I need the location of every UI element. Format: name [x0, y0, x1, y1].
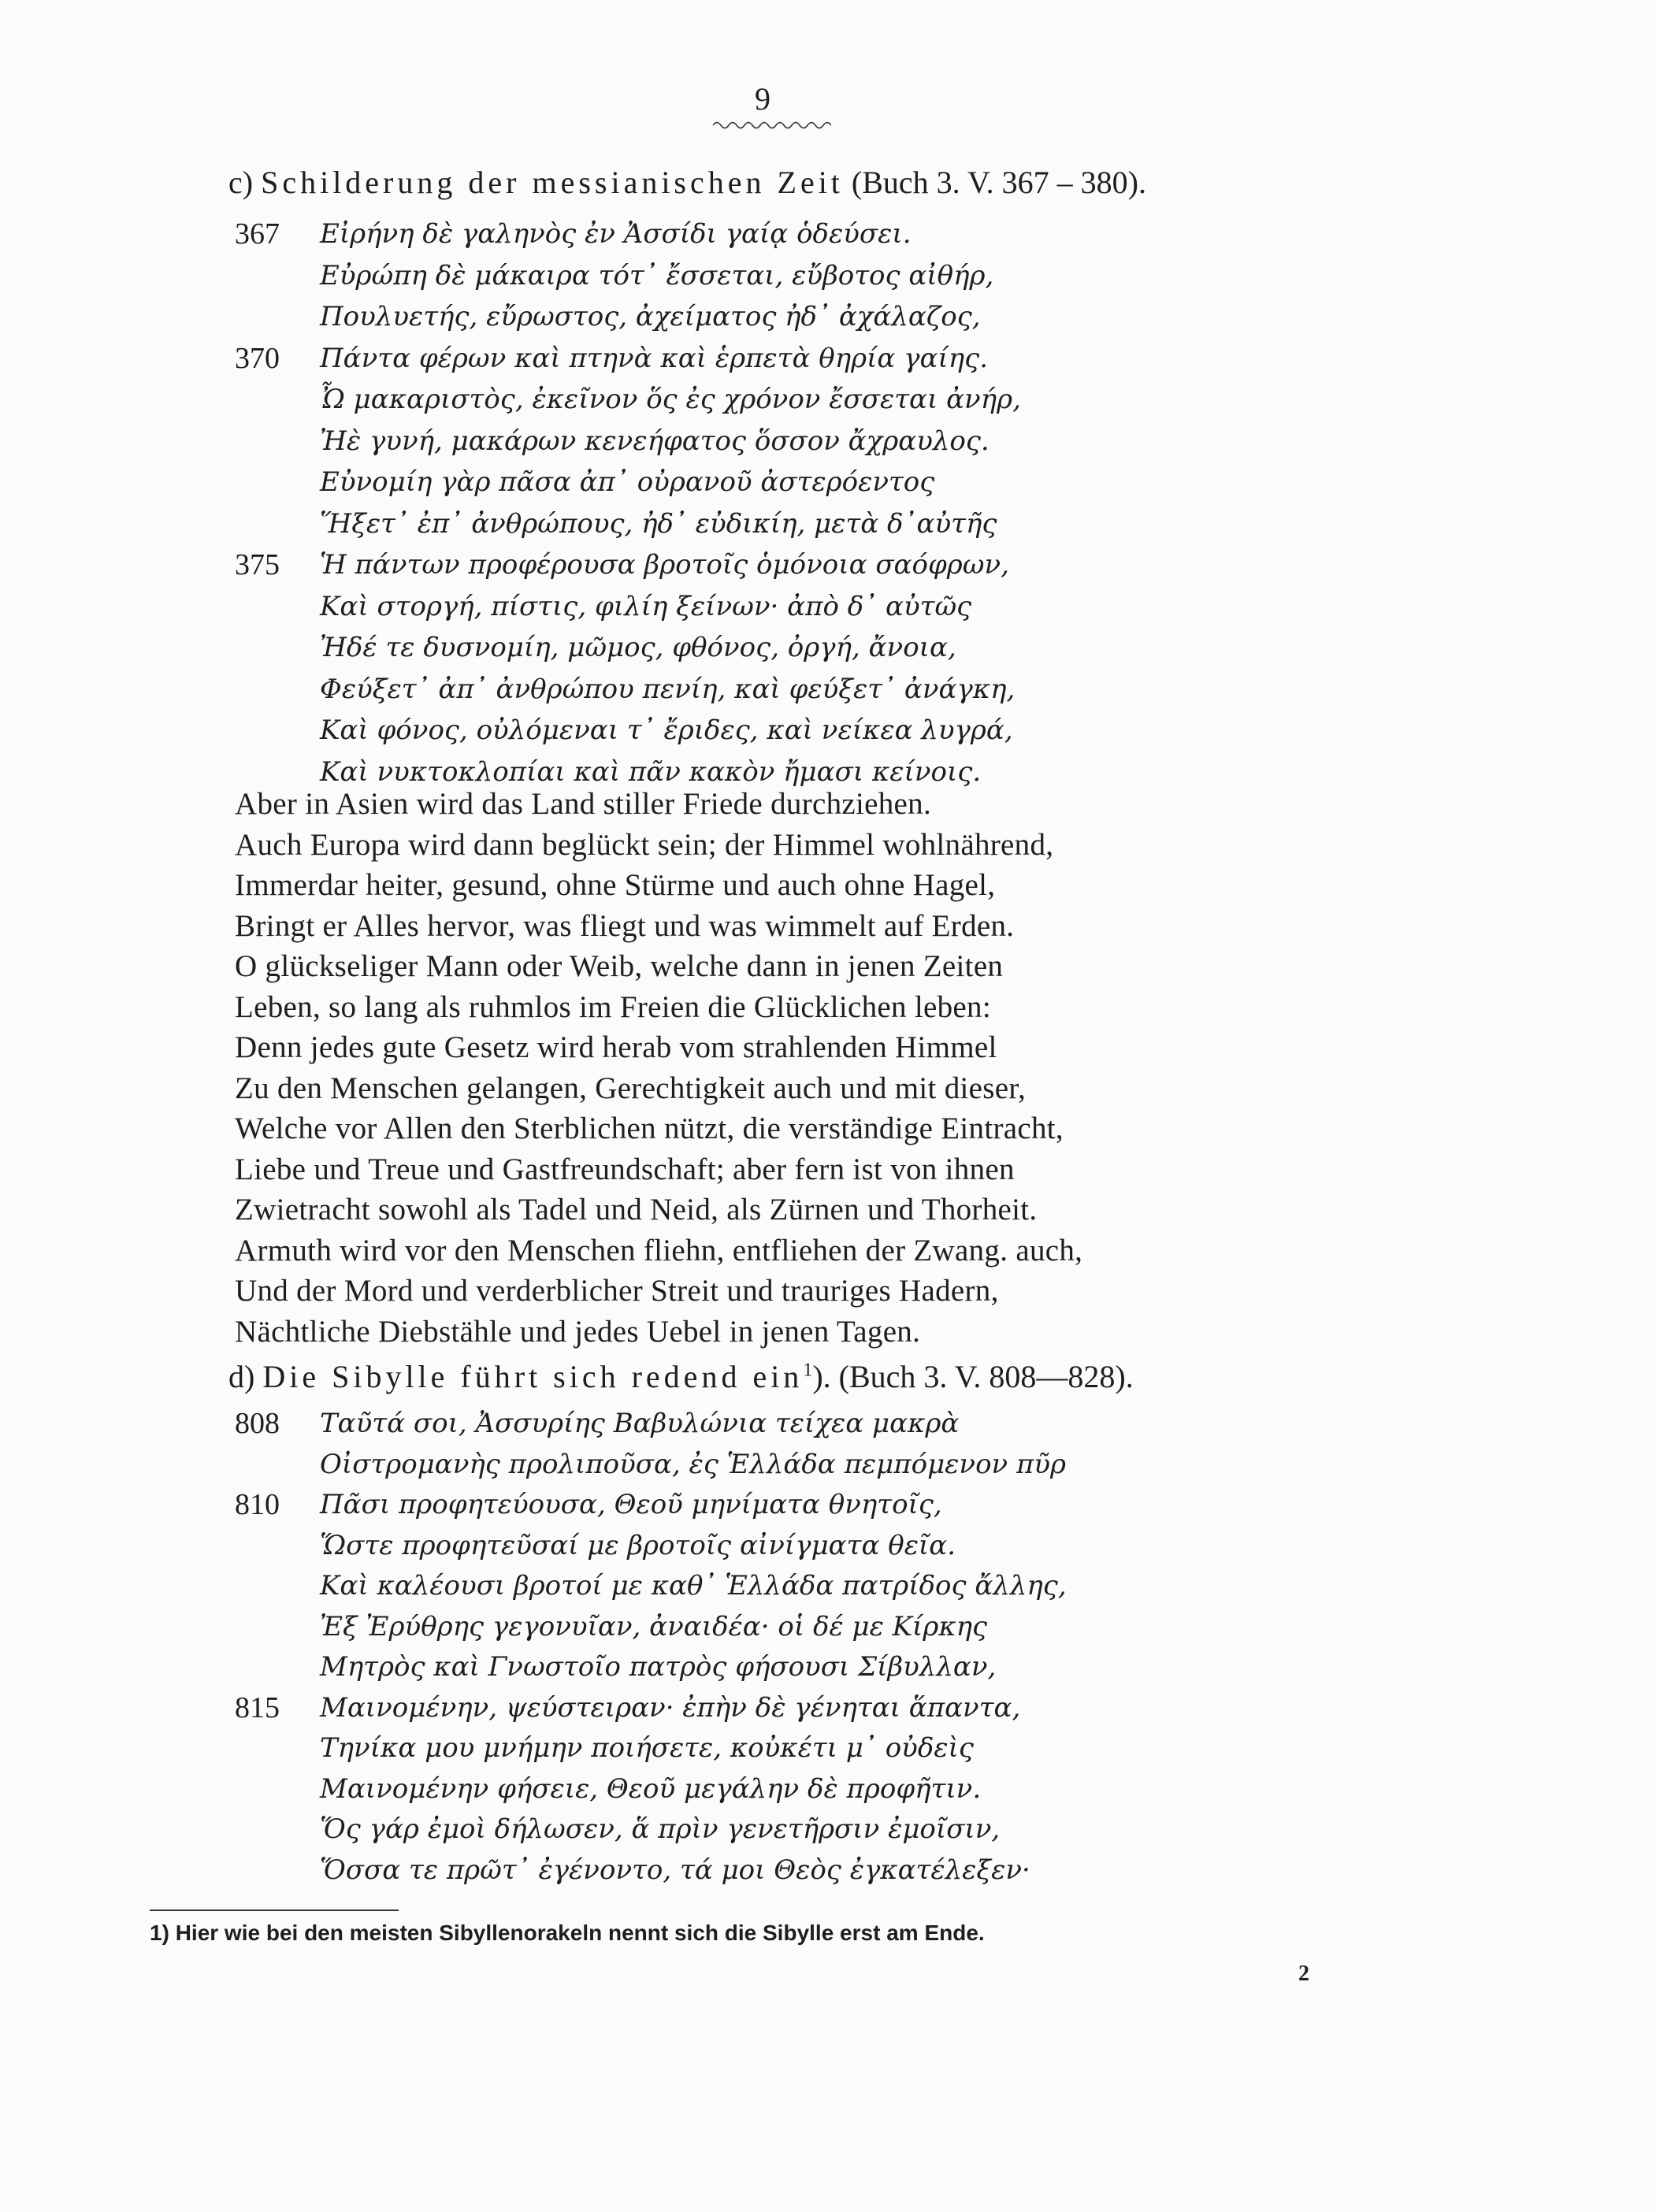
- greek-verse-text: Ἡ πάντων προφέρουσα βροτοῖς ὁμόνοια σαόφρων,: [320, 549, 1009, 581]
- translation-line: Bringt er Alles hervor, was fliegt und was wimmelt auf Erden.: [235, 908, 1015, 943]
- section-c-title: Schilderung der messianischen Zeit: [261, 165, 844, 200]
- greek-verse-text: Πουλυετής, εὔρωστος, ἀχείματος ἠδ᾽ ἀχάλαζος,: [320, 301, 981, 332]
- translation-line: Zwietracht sowohl als Tadel und Neid, als Zürnen und Thorheit.: [235, 1193, 1038, 1227]
- section-d-title: Die Sibylle führt sich redend ein: [262, 1359, 804, 1394]
- translation-line: Und der Mord und verderblicher Streit und trauriges Hadern,: [235, 1274, 999, 1308]
- verse-line: [0, 709, 1656, 752]
- greek-verse-text: Καὶ φόνος, οὐλόμεναι τ᾽ ἔριδες, καὶ νείκεα λυγρά,: [320, 714, 1013, 746]
- greek-verse-text: Πάντα φέρων καὶ πτηνὰ καὶ ἑρπετὰ θηρία γαίης.: [320, 342, 989, 374]
- greek-verse-text: Καὶ καλέουσι βροτοί με καθ᾽ Ἑλλάδα πατρίδος ἄλλης,: [320, 1570, 1067, 1601]
- verse-line: [0, 503, 1656, 545]
- verse-line: [0, 1524, 1656, 1567]
- verse-line: [0, 544, 1656, 586]
- verse-number: 367: [235, 217, 280, 251]
- verse-line: [0, 1483, 1656, 1526]
- greek-verse-text: Ταῦτά σοι, Ἀσσυρίης Βαβυλώνια τείχεα μακρὰ: [320, 1408, 960, 1439]
- verse-number: 375: [235, 548, 280, 581]
- translation-line: Leben, so lang als ruhmlos im Freien die Glücklichen leben:: [235, 989, 991, 1024]
- verse-line: [0, 1768, 1656, 1810]
- translation-line: Aber in Asien wird das Land stiller Friede durchziehen.: [235, 787, 932, 821]
- footnote-text: Hier wie bei den meisten Sibyllenorakeln nennt sich die Sibylle erst am Ende.: [175, 1921, 985, 1945]
- greek-verse-text: Τηνίκα μου μνήμην ποιήσετε, κοὐκέτι μ᾽ οὐδεὶς: [320, 1732, 974, 1764]
- verse-line: [0, 668, 1656, 711]
- greek-verse-text: Φεύξετ᾽ ἀπ᾽ ἀνθρώπου πενίη, καὶ φεύξετ᾽ ἀνάγκη,: [320, 673, 1016, 705]
- translation-line: Denn jedes gute Gesetz wird herab vom strahlenden Himmel: [235, 1030, 997, 1064]
- greek-verse-text: Οἰστρομανὴς προλιποῦσα, ἐς Ἑλλάδα πεμπόμενον πῦρ: [320, 1448, 1067, 1480]
- verse-line: [0, 1687, 1656, 1729]
- verse-line: [0, 1727, 1656, 1769]
- greek-verse-text: Ὅς γάρ ἐμοὶ δήλωσεν, ἅ πρὶν γενετῆρσιν ἐμοῖσιν,: [320, 1813, 1001, 1845]
- section-c-marker: c): [228, 165, 254, 200]
- greek-verse-text: Ἐξ Ἐρύθρης γεγονυῖαν, ἀναιδέα· οἱ δέ με Κίρκης: [320, 1610, 988, 1642]
- footnote-divider: [150, 1910, 399, 1911]
- greek-verse-text: Ἠδέ τε δυσνομίη, μῶμος, φθόνος, ὀργή, ἄνοια,: [320, 632, 956, 663]
- verse-line: [0, 1605, 1656, 1648]
- greek-verse-text: Καὶ νυκτοκλοπίαι καὶ πᾶν κακὸν ἤμασι κείνοις.: [320, 755, 982, 788]
- translation-line: Nächtliche Diebstähle und jedes Uebel in jenen Tagen.: [235, 1314, 921, 1349]
- verse-line: [0, 1402, 1656, 1445]
- verse-number: 815: [235, 1691, 280, 1724]
- greek-verse-text: Ἠὲ γυνή, μακάρων κενεήφατος ὅσσον ἄχραυλος.: [320, 425, 990, 457]
- section-c-reference: (Buch 3. V. 367 – 380).: [851, 165, 1147, 200]
- verse-number: 370: [235, 341, 280, 375]
- footnote-marker: 1): [150, 1921, 169, 1945]
- section-c-heading: [228, 164, 1146, 201]
- verse-line: [0, 1808, 1656, 1850]
- page-number: 9: [755, 81, 770, 117]
- greek-verse-text: Πᾶσι προφητεύουσα, Θεοῦ μηνίματα θνητοῖς,: [320, 1489, 942, 1520]
- verse-line: [0, 1646, 1656, 1688]
- translation-line: Immerdar heiter, gesund, ohne Stürme und auch ohne Hagel,: [235, 868, 996, 902]
- verse-line: [0, 337, 1656, 380]
- greek-verse-text: Εὐρώπη δὲ μάκαιρα τότ᾽ ἔσσεται, εὔβοτος αἰθήρ,: [320, 259, 994, 291]
- verse-line: [0, 213, 1656, 255]
- section-d-marker: d): [228, 1359, 255, 1394]
- footnote: [150, 1921, 985, 1946]
- translation-line: Armuth wird vor den Menschen fliehn, entfliehen der Zwang. auch,: [235, 1233, 1083, 1267]
- verse-number: 810: [235, 1488, 280, 1521]
- section-d-heading: [228, 1358, 1134, 1395]
- footnote-reference: 1: [803, 1360, 813, 1381]
- greek-verse-text: Ἥξετ᾽ ἐπ᾽ ἀνθρώπους, ἠδ᾽ εὐδικίη, μετὰ δ᾽αὐτῆς: [320, 507, 997, 540]
- verse-line: [0, 295, 1656, 338]
- signature-mark: 2: [1298, 1961, 1309, 1986]
- verse-line: [0, 626, 1656, 669]
- verse-line: [0, 420, 1656, 462]
- verse-line: [0, 1849, 1656, 1891]
- verse-line: [0, 378, 1656, 421]
- verse-line: [0, 254, 1656, 297]
- greek-verse-text: Εὐνομίη γὰρ πᾶσα ἀπ᾽ οὐρανοῦ ἀστερόεντος: [320, 466, 935, 498]
- greek-verse-text: Μαινομένην φήσειε, Θεοῦ μεγάλην δὲ προφῆτιν.: [320, 1772, 982, 1805]
- greek-verse-text: Εἰρήνη δὲ γαληνὸς ἐν Ἀσσίδι γαίᾳ ὁδεύσει.: [320, 218, 912, 250]
- translation-line: O glückseliger Mann oder Weib, welche dann in jenen Zeiten: [235, 949, 1004, 983]
- translation-line: Auch Europa wird dann beglückt sein; der Himmel wohlnährend,: [235, 827, 1054, 862]
- greek-verse-text: Ὦ μακαριστὸς, ἐκεῖνον ὅς ἐς χρόνον ἔσσεται ἀνήρ,: [320, 384, 1021, 415]
- translation-line: Zu den Menschen gelangen, Gerechtigkeit auch und mit dieser,: [235, 1071, 1027, 1105]
- greek-verse-text: Καὶ στοργή, πίστις, φιλίη ξείνων· ἀπὸ δ᾽ αὐτῶς: [320, 590, 972, 622]
- verse-line: [0, 461, 1656, 503]
- verse-line: [0, 1443, 1656, 1486]
- greek-verse-text: Μαινομένην, ψεύστειραν· ἐπὴν δὲ γένηται ἅπαντα,: [320, 1691, 1021, 1724]
- greek-verse-text: Ὥστε προφητεῦσαί με βροτοῖς αἰνίγματα θεῖα.: [320, 1529, 956, 1561]
- translation-line: Welche vor Allen den Sterblichen nützt, die verständige Eintracht,: [235, 1112, 1064, 1145]
- verse-line: [0, 585, 1656, 628]
- verse-line: [0, 1564, 1656, 1607]
- section-d-reference: ). (Buch 3. V. 808—828).: [812, 1359, 1134, 1394]
- greek-verse-text: Ὅσσα τε πρῶτ᾽ ἐγένοντο, τά μοι Θεὸς ἐγκατέλεξεν·: [320, 1854, 1030, 1886]
- translation-line: Liebe und Treue und Gastfreundschaft; aber fern ist von ihnen: [235, 1152, 1015, 1186]
- greek-verse-text: Μητρὸς καὶ Γνωστοῖο πατρὸς φήσουσι Σίβυλλαν,: [320, 1651, 997, 1683]
- verse-number: 808: [235, 1407, 280, 1440]
- page-number-ornament: [713, 120, 831, 131]
